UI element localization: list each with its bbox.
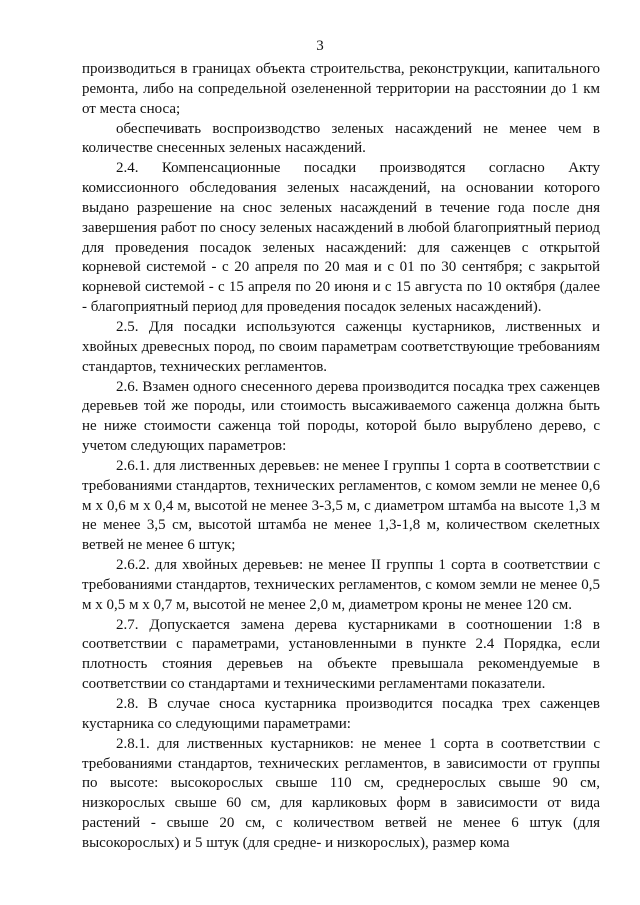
paragraph-2-8: 2.8. В случае сноса кустарника производится посадка трех саженцев кустарника со следующими параметрами:: [82, 696, 600, 732]
paragraph-2-5: 2.5. Для посадки используются саженцы кустарников, лиственных и хвойных древесных пород, по своим параметрам соответствующие требованиям стандартов, технических регламентов.: [82, 318, 600, 375]
paragraph-2-6-1: 2.6.1. для лиственных деревьев: не менее I группы 1 сорта в соответствии с требованиями стандартов, технических регламентов, с комом земли не менее 0,6 м х 0,6 м х 0,4 м, высотой не менее 3-3,5 м, с диаметром штамба на высоте 1,3 м не менее 3,5 см, высотой штамба не менее 1,3-1,8 м, количеством скелетных ветвей не менее 6 штук;: [82, 457, 600, 554]
paragraph-2-7: 2.7. Допускается замена дерева кустарниками в соотношении 1:8 в соответствии с параметрами, установленными в пункте 2.4 Порядка, если плотность стояния деревьев на объекте превышала рекомендуемые в соответствии со стандартами и техническими регламентами показатели.: [82, 616, 600, 693]
paragraph-2-4: 2.4. Компенсационные посадки производятся согласно Акту комиссионного обследования зеленых насаждений, на основании которого выдано разрешение на снос зеленых насаждений в течение года после дня завершения работ по сносу зеленых насаждений в любой благоприятный период для проведения посадок зеленых насаждений: для саженцев с открытой корневой системой - с 20 апреля по 20 мая и с 01 по 30 сентября; с закрытой корневой системой - с 15 апреля по 20 июня и с 15 августа по 10 октября (далее - благоприятный период для проведения посадок зеленых насаждений).: [82, 160, 600, 316]
paragraph-2-6: 2.6. Взамен одного снесенного дерева производится посадка трех саженцев деревьев той же породы, или стоимость высаживаемого саженца должна быть не ниже стоимости саженца той породы, которой было вырублено дерево, с учетом следующих параметров:: [82, 378, 600, 455]
paragraph-2-8-1: 2.8.1. для лиственных кустарников: не менее 1 сорта в соответствии с требованиями стандартов, технических регламентов, в зависимости от группы по высоте: высокорослых свыше 110 см, среднерослых свыше 90 см, низкорослых свыше 60 см, для карликовых форм в зависимости от вида растений - свыше 20 см, с количеством ветвей не менее 6 штук (для высокорослых) и 5 штук (для средне- и низкорослых), размер кома: [82, 735, 600, 851]
page-number: 3: [316, 38, 324, 54]
paragraph-2: обеспечивать воспроизводство зеленых насаждений не менее чем в количестве снесенных зеленых насаждений.: [82, 120, 600, 157]
paragraph-1: производиться в границах объекта строительства, реконструкции, капитального ремонта, либо на сопредельной озелененной территории на расстоянии до 1 км от места сноса;: [82, 61, 600, 117]
document-body: [82, 60, 600, 854]
paragraph-2-6-2: 2.6.2. для хвойных деревьев: не менее II группы 1 сорта в соответствии с требованиями стандартов, технических регламентов, с комом земли не менее 0,5 м х 0,5 м х 0,7 м, высотой не менее 2,0 м, диаметром кроны не менее 120 см.: [82, 557, 600, 613]
